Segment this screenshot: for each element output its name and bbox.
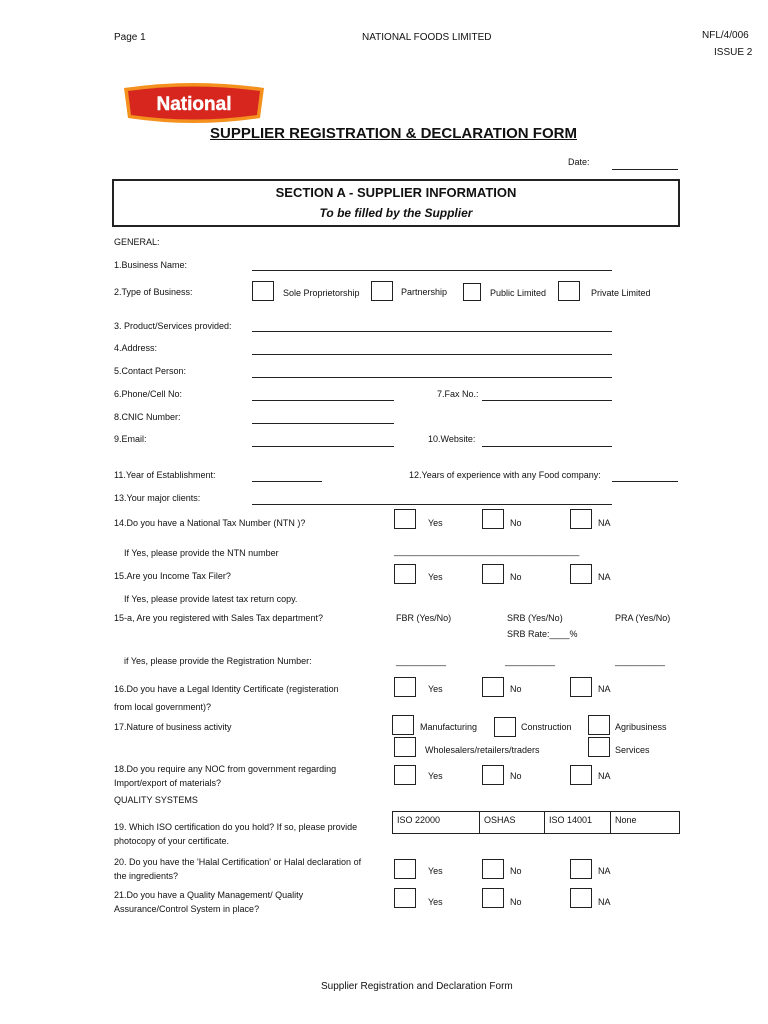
q16-na-label: NA [598, 684, 611, 694]
q16-na-checkbox[interactable] [570, 677, 592, 697]
sole-proprietorship-label: Sole Proprietorship [283, 288, 360, 298]
q16-yes-checkbox[interactable] [394, 677, 416, 697]
iso-22000-cell[interactable]: ISO 22000 [393, 812, 480, 833]
products-label: 3. Product/Services provided: [114, 321, 232, 331]
q19-label-line1: 19. Which ISO certification do you hold? If so, please provide [114, 822, 358, 832]
srb-rate-label: SRB Rate:____% [507, 629, 578, 639]
q14-ntn-field[interactable]: _____________________________________ [394, 546, 580, 556]
year-established-field[interactable] [252, 481, 322, 482]
form-title: SUPPLIER REGISTRATION & DECLARATION FORM [210, 125, 577, 142]
q18-label-line2: Import/export of materials? [114, 778, 222, 788]
q21-no-label: No [510, 897, 522, 907]
document-number: NFL/4/006 [702, 30, 749, 41]
q15a-label: 15-a, Are you registered with Sales Tax department? [114, 613, 323, 623]
phone-label: 6.Phone/Cell No: [114, 389, 183, 399]
products-field[interactable] [252, 331, 612, 332]
wholesalers-checkbox[interactable] [394, 737, 416, 757]
website-label: 10.Website: [428, 434, 476, 444]
date-label: Date: [568, 157, 590, 167]
q14-yes-label: Yes [428, 518, 443, 528]
q15-followup: If Yes, please provide latest tax return copy. [124, 594, 298, 604]
fax-field[interactable] [482, 400, 612, 401]
year-established-label: 11.Year of Establishment: [114, 470, 216, 480]
partnership-checkbox[interactable] [371, 281, 393, 301]
iso-certification-table [392, 811, 680, 834]
q20-na-checkbox[interactable] [570, 859, 592, 879]
q20-na-label: NA [598, 866, 611, 876]
services-checkbox[interactable] [588, 737, 610, 757]
q14-na-checkbox[interactable] [570, 509, 592, 529]
private-limited-checkbox[interactable] [558, 281, 580, 301]
partnership-label: Partnership [401, 287, 448, 297]
date-field[interactable] [612, 169, 678, 170]
q14-yes-checkbox[interactable] [394, 509, 416, 529]
q14-no-checkbox[interactable] [482, 509, 504, 529]
q19-label-line2: photocopy of your certificate. [114, 836, 230, 846]
q18-label-line1: 18.Do you require any NOC from government regarding [114, 764, 337, 774]
business-name-field[interactable] [252, 270, 612, 271]
contact-person-field[interactable] [252, 377, 612, 378]
srb-number-field[interactable]: __________ [505, 656, 556, 666]
company-header: NATIONAL FOODS LIMITED [362, 32, 492, 43]
issue-number: ISSUE 2 [714, 47, 753, 58]
none-cell[interactable]: None [615, 815, 637, 825]
q14-no-label: No [510, 518, 522, 528]
q21-no-checkbox[interactable] [482, 888, 504, 908]
q15-na-checkbox[interactable] [570, 564, 592, 584]
fax-label: 7.Fax No.: [437, 389, 479, 399]
section-a-subtitle: To be filled by the Supplier [319, 206, 473, 220]
q21-yes-label: Yes [428, 897, 443, 907]
q15-label: 15.Are you Income Tax Filer? [114, 571, 231, 581]
q21-label-line1: 21.Do you have a Quality Management/ Quality [114, 890, 304, 900]
q16-label-line1: 16.Do you have a Legal Identity Certificate (registeration [114, 684, 339, 694]
construction-checkbox[interactable] [494, 717, 516, 737]
q21-label-line2: Assurance/Control System in place? [114, 904, 260, 914]
fbr-label: FBR (Yes/No) [396, 613, 452, 623]
q20-label-line1: 20. Do you have the 'Halal Certification' or Halal declaration of [114, 857, 362, 867]
q16-no-label: No [510, 684, 522, 694]
q18-na-label: NA [598, 771, 611, 781]
q18-na-checkbox[interactable] [570, 765, 592, 785]
fbr-number-field[interactable]: __________ [396, 656, 447, 666]
q16-label-line2: from local government)? [114, 702, 212, 712]
q17-label: 17.Nature of business activity [114, 722, 232, 732]
q18-yes-checkbox[interactable] [394, 765, 416, 785]
contact-person-label: 5.Contact Person: [114, 366, 187, 376]
section-a-box [112, 179, 680, 227]
q16-no-checkbox[interactable] [482, 677, 504, 697]
wholesalers-label: Wholesalers/retailers/traders [425, 745, 540, 755]
manufacturing-checkbox[interactable] [392, 715, 414, 735]
q18-no-label: No [510, 771, 522, 781]
iso-14001-cell[interactable]: ISO 14001 [545, 812, 611, 833]
q14-followup: If Yes, please provide the NTN number [124, 548, 279, 558]
q20-no-label: No [510, 866, 522, 876]
q15-yes-checkbox[interactable] [394, 564, 416, 584]
q20-yes-checkbox[interactable] [394, 859, 416, 879]
srb-label: SRB (Yes/No) [507, 613, 563, 623]
q20-yes-label: Yes [428, 866, 443, 876]
q15-no-label: No [510, 572, 522, 582]
business-name-label: 1.Business Name: [114, 260, 188, 270]
q15a-followup: if Yes, please provide the Registration Number: [124, 656, 312, 666]
q16-yes-label: Yes [428, 684, 443, 694]
public-limited-checkbox[interactable] [463, 283, 481, 301]
agribusiness-label: Agribusiness [615, 722, 667, 732]
national-logo [120, 82, 268, 124]
phone-field[interactable] [252, 400, 394, 401]
services-label: Services [615, 745, 650, 755]
oshas-cell[interactable]: OSHAS [480, 812, 545, 833]
page-number: Page 1 [114, 32, 146, 43]
years-experience-field[interactable] [612, 481, 678, 482]
address-label: 4.Address: [114, 343, 158, 353]
q14-label: 14.Do you have a National Tax Number (NTN )? [114, 518, 306, 528]
q18-no-checkbox[interactable] [482, 765, 504, 785]
q20-label-line2: the ingredients? [114, 871, 179, 881]
q15-na-label: NA [598, 572, 611, 582]
public-limited-label: Public Limited [490, 288, 547, 298]
email-field[interactable] [252, 446, 394, 447]
manufacturing-label: Manufacturing [420, 722, 478, 732]
major-clients-label: 13.Your major clients: [114, 493, 201, 503]
construction-label: Construction [521, 722, 572, 732]
q15-no-checkbox[interactable] [482, 564, 504, 584]
quality-systems-heading: QUALITY SYSTEMS [114, 795, 198, 805]
sole-proprietorship-checkbox[interactable] [252, 281, 274, 301]
general-heading: GENERAL: [114, 237, 160, 247]
q21-na-label: NA [598, 897, 611, 907]
private-limited-label: Private Limited [591, 288, 651, 298]
q21-yes-checkbox[interactable] [394, 888, 416, 908]
page-footer: Supplier Registration and Declaration Form [321, 981, 513, 992]
q15-yes-label: Yes [428, 572, 443, 582]
q18-yes-label: Yes [428, 771, 443, 781]
years-experience-label: 12.Years of experience with any Food company: [409, 470, 601, 480]
agribusiness-checkbox[interactable] [588, 715, 610, 735]
q21-na-checkbox[interactable] [570, 888, 592, 908]
email-label: 9.Email: [114, 434, 147, 444]
website-field[interactable] [482, 446, 612, 447]
section-a-title: SECTION A - SUPPLIER INFORMATION [275, 185, 517, 200]
major-clients-field[interactable] [252, 504, 612, 505]
logo-text: National [156, 94, 232, 115]
pra-number-field[interactable]: __________ [615, 656, 666, 666]
type-of-business-label: 2.Type of Business: [114, 287, 193, 297]
cnic-field[interactable] [252, 423, 394, 424]
cnic-label: 8.CNIC Number: [114, 412, 181, 422]
address-field[interactable] [252, 354, 612, 355]
q20-no-checkbox[interactable] [482, 859, 504, 879]
q14-na-label: NA [598, 518, 611, 528]
pra-label: PRA (Yes/No) [615, 613, 671, 623]
